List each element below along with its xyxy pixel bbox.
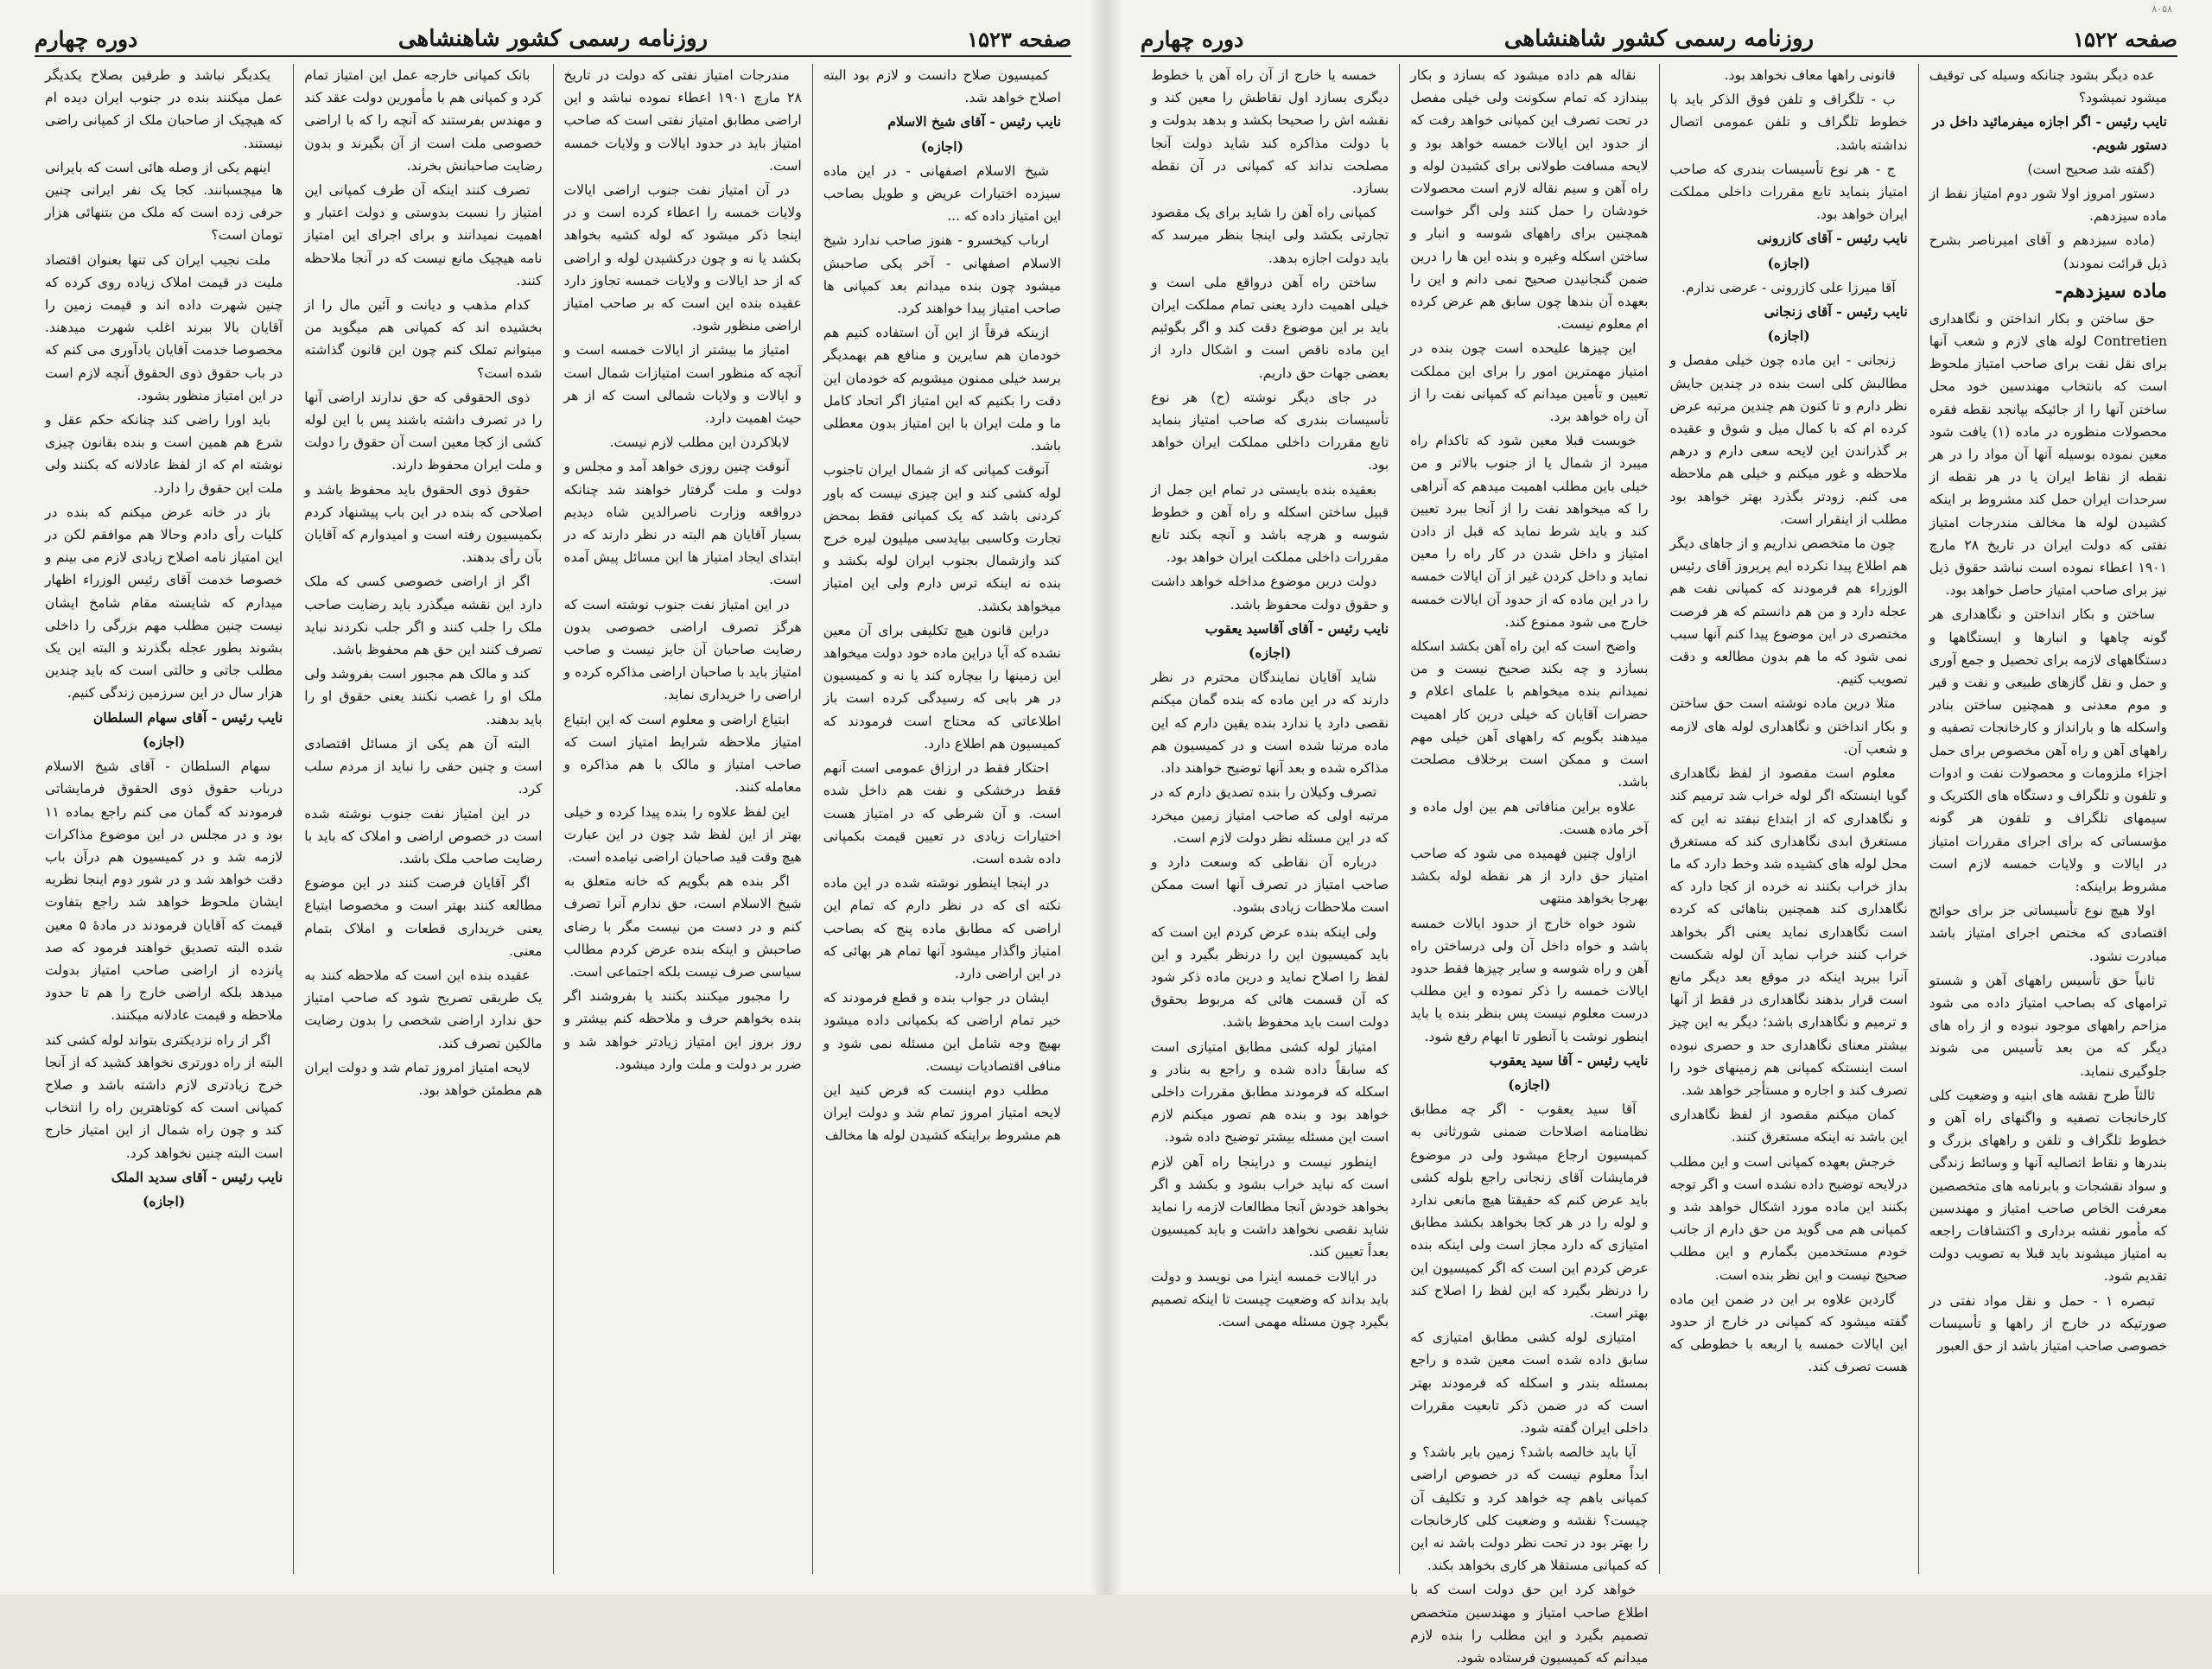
paragraph: (ماده سیزدهم و آقای امیرناصر بشرح ذیل قرائت نمودند) <box>1929 232 2167 271</box>
paragraph: حقوق ذوی الحقوق باید محفوظ باشد و اصلاحی که بنده در این باب پیشنهاد کردم بکمیسیون رفته است و امیدوارم که آقایان بآن رأی بدهند. <box>304 481 543 566</box>
paragraph: اگر بنده هم بگویم که خانه متعلق به شیخ الاسلام است، حق ندارم آنرا تصرف کنم و در دست من نیست مگر با رضای صاحبش و اینکه بنده عرض کردم مطالب سیاسی صرف نیست بلکه اجتماعی است. <box>563 873 802 980</box>
paragraph: این چیزها علیحده است چون بنده در امتیاز مهمترین امور را برای این مملکت تعیین و تأمین میدانم که کمپانی نفت را از آن راه خواهد برد. <box>1410 340 1649 425</box>
paragraph: اینهم یکی از وصله هائی است که بایرانی ها میچسبانند. کجا یک نفر ایرانی چنین حرفی زده است که ملک من بتنهائی هزار تومان است؟ <box>45 159 283 244</box>
paragraph: لابلاکردن این مطلب لازم نیست. <box>609 435 790 451</box>
page-number: صفحه ۱۵۲۳ <box>967 27 1071 52</box>
paragraph: کدام مذهب و دیانت و آئین مال را از بخشیده اند که کمپانی هم میگوید من میتوانم تملک کنم چون این قانون گذاشته شده است؟ <box>304 297 543 381</box>
paragraph: در آن امتیاز نفت جنوب اراضی ایالات ولایات خمسه را اعطاء کرده است و در اینجا ذکر میشود که لوله کشیه بخواهد بکشد یا نه و چون درکشیدن لوله و اراضی که از حد ایالات و ولایات خمسه تجاوز دارد عقیده بنده این است که بر صاحب امتیاز اراضی منظور شود. <box>563 182 802 334</box>
permission-note: (اجازه) <box>1767 327 1810 345</box>
paragraph: شاید آقایان نمایندگان محترم در نظر دارند که در این ماده که بنده گمان میکنم نقصی دارد یا ندارد بنده یقین دارم که این ماده مرتبا شده است و در کمیسیون هم مذاکره شده و بعد آنها توضیح خواهند داد. <box>1151 670 1389 777</box>
speaker-line: نایب رئیس - آقای سدید الملک <box>111 1168 283 1185</box>
paragraph: خواهد کرد این حق دولت است که با اطلاع صاحب امتیاز و مهندسین متخصص تصمیم بگیرد و این مطلب را بنده لازم میدانم که کمیسیون فرستاده شود. <box>1410 1582 1649 1666</box>
paragraph: احتکار فقط در ارزاق عمومی است آنهم فقط درخشکی و نفت هم داخل شده است. و آن شرطی که در امتیاز هست اختیارات زیادی در تعیین قیمت بکمپانی داده شده است. <box>823 760 1061 866</box>
gutter-shadow <box>1090 0 1106 1595</box>
text-column <box>1141 64 1399 1574</box>
paragraph: سهام السلطان - آقای شیخ الاسلام درباب حقوق ذوی الحقوق فرمایشاتی فرمودند که گمان می کنم راجع بماده ۱۱ بود و در مجلس در این موضوع مذاکرات لازمه شد و در کمیسیون هم درآن باب دقت خواهد شد و در شور دوم اینجا نظریه ایشان ملحوظ خواهد شد راجع بتفاوت قیمت که آقایان فرمودند در مادهٔ ۵ معین شده البته تصدیق خواهند فرمود که صد پانزده از اراضی صاحب امتیاز بدولت میدهد بلکه اراضی خارج را هم تا حدود ملاحظه و قیمت عادلانه میکنند. <box>45 758 283 1024</box>
paragraph: زنجانی - این ماده چون خیلی مفصل و مطالبش کلی است بنده در چندین جایش نظر دارم و تا کنون هم چندین مرتبه عرض کرده ام که با کمال میل و شوق و عقیده بر گذراندن این لایحه سعی دارم و درهم ملاحظه و غور میکنم و خیلی هم ملاحظه می کنم. زودتر بگذرد بهتر خواهد بود مطلب از اینقرار است. <box>1669 352 1908 527</box>
paragraph: گاردین علاوه بر این در ضمن این ماده گفته میشود که کمپانی در خارج از حدود این ایالات خمسه یا اربعه با خطوطی که هست تصرف کند. <box>1669 1291 1908 1375</box>
period-label: دوره چهارم <box>1141 27 1244 52</box>
paragraph: آنوقت کمپانی که از شمال ایران تاجنوب لوله کشی کند و این چیزی نیست که باور کردنی باشد که یک کمپانی فقط بمحض تجارت وکاسبی بیایدسی میلیون لیره خرج کند وازشمال بجنوب ایران لوله بکشد و بنده نه اینکه ترس دارم ولی این امتیاز میخواهد بکشد. <box>823 462 1061 614</box>
paragraph: اگر از اراضی خصوصی کسی که ملک دارد این نقشه میگذرد باید رضایت صاحب ملک را جلب کنند و اگر جلب نکردند نباید تصرف کنند این حق هم محفوظ باشد. <box>304 574 543 658</box>
paragraph: باید اورا راضی کند چنانکه حکم عقل و شرع هم همین است و بنده بقانون چیزی نوشته ام که از لفظ عادلانه که بکنند ولی ملت این حقوق را دارد. <box>45 412 283 496</box>
speaker-line: نایب رئیس - آقای کازرونی <box>1757 230 1908 247</box>
paragraph: (گفته شد صحیح است) <box>2027 161 2155 177</box>
paragraph: درباره آن نقاطی که وسعت دارد و صاحب امتیاز در تصرف آنها است ممکن است ملاحظات زیادی بشود. <box>1151 854 1389 916</box>
speaker-line: نایب رئیس - اگر اجازه میفرمائید داخل در دستور شویم. <box>1932 113 2167 153</box>
paragraph: شود خواه خارج از حدود ایالات خمسه باشد و خواه داخل آن ولی درساختن راه آهن و راه شوسه و سایر چیزها فقط حدود ایالات خمسه را ذکر نموده و این مطلب درست معلوم نیست پس بنظر بنده یا باید اینطور نوشت یا آنطور تا ابهام رفع شود. <box>1410 915 1649 1044</box>
paragraph: این لفظ علاوه را بنده پیدا کرده و خیلی بهتر از این لفظ شد چون در این عبارت هیچ وقت قید صاحبان اراضی نیامده است. <box>563 803 802 865</box>
text-column <box>293 64 552 1574</box>
speaker-line: نایب رئیس - آقای آقاسید یعقوب <box>1205 619 1389 637</box>
paragraph: ثالثاً طرح نقشه های ابنیه و وضعیت کلی کارخانجات تصفیه و واگنهای راه آهن و خطوط تلگراف و تلفن و راههای بزرگ و بندرها و نقاط اتصالیه آنها و وسائط زندگی و سواد نقشجات و بابرنامه های متخصصین معرفت الخاص صاحب امتیاز و مهندسین که مأمور نقشه برداری و اکتشافات راجعه به امتیاز میشوند باید قبلا به تصویب دولت تقدیم شود. <box>1929 1087 2167 1285</box>
paragraph: عقیده بنده این است که ملاحظه کنند به یک طریقی تصریح شود که صاحب امتیاز حق ندارد اراضی شخصی را بدون رضایت مالکین تصرف کند. <box>304 967 543 1051</box>
permission-note: (اجازه) <box>143 1192 186 1209</box>
paragraph: ج - هر نوع تأسیسات بندری که صاحب امتیاز بنماید تابع مقررات داخلی مملکت ایران خواهد بود. <box>1669 161 1908 223</box>
gutter-shadow <box>1106 0 1122 1595</box>
paragraph: قانونی راهها معاف نخواهد بود. <box>1724 67 1896 83</box>
paragraph: ملت نجیب ایران کی تنها بعنوان اقتصاد ملیت در قیمت املاک زیاده روی کرده که چنین شهرت داده اند و قیمت زمین را آقایان بالا ببرند اغلب شهرت میدهند. مخصوصا خدمت آقایان یادآوری می کنم که در باب حقوق ذوی الحقوق آنچه لازم است در این امتیاز منظور بشود. <box>45 251 283 403</box>
paragraph: در ایالات خمسه اینرا می نویسد و دولت باید بداند که وضعیت چیست تا اینکه تصمیم بگیرد چون مسئله مهمی است. <box>1151 1268 1389 1329</box>
paragraph: البته آن هم یکی از مسائل اقتصادی است و چنین حقی را نباید از مردم سلب کرد. <box>304 735 543 797</box>
paragraph: باز در خانه عرض میکنم که بنده در کلیات رأی دادم وحالا هم موافقم لکن در این امتیاز نامه اصلاح زیادی لازم می بینم و خصوصا خدمت آقای رئیس الوزراء اظهار میدارم که شایسته مقام شامخ ایشان نیست چنین مطلب مهم بزرگی را داخلی بشوند بطور عجله بگذرند و البته این یک مطلب جاتی و حالتی است که باید چندین هزار سال در این سرزمین زندگی کنیم. <box>45 504 283 701</box>
paragraph: یکدیگر نباشد و طرفین بصلاح یکدیگر عمل میکنند بنده در جنوب ایران دیده ام که هیچیک از صاحبان ملک از کمپانی راضی نیستند. <box>45 67 283 151</box>
paragraph: ب - تلگراف و تلفن فوق الذکر باید با خطوط تلگراف و تلفن عمومی اتصال نداشته باشد. <box>1669 92 1908 153</box>
permission-note: (اجازه) <box>143 733 186 750</box>
paragraph: متلا درین ماده نوشته است حق ساختن و بکار انداختن و نگاهداری لوله های لازمه و شعب آن. <box>1669 695 1908 757</box>
paragraph: آقا سید یعقوب - اگر چه مطابق نظامنامه اصلاحات ضمنی شورثانی به کمیسیون ارجاع میشود ولی در موضوع فرمایشات آقای زنجانی راجع بلوله کشی باید عرض کنم که حقیقتا هیچ مانعی ندارد و لوله را در هر کجا بخواهد بکشد مطابق امتیازی که دارد مجاز است ولی اینکه بنده عرض کردم این است که اگر کمیسیون این را درنظر بگیرد که این لفظ را اصلاح کند بهتر است. <box>1410 1101 1649 1321</box>
paragraph: خوبست قبلا معین شود که تاکدام راه میبرد از شمال یا از جنوب بالاتر و من خیلی باین مطلب اهمیت میدهم که آنراهی را که میخواهد نفت را از آنجا ببرد تعیین کند و باید شرط نماید که قبل از دادن امتیاز و داخل شدن در کار راه را معین نماید و داخل کردن غیر از آن ایالات خمسه را در این ماده که از حدود آن ایالات خمسه خارج می شود ممنوع کند. <box>1410 433 1649 630</box>
paragraph: ارباب کیخسرو - هنوز صاحب ندارد شیخ الاسلام اصفهانی - آخر یکی صاحبش میشود چون بنده میدانم بعد کمپانی ها صاحب امتیاز پیدا خواهند کرد. <box>823 232 1061 317</box>
text-column <box>1659 64 1918 1574</box>
text-column <box>553 64 812 1574</box>
paragraph: ابتیاع اراضی و معلوم است که این ابتیاع امتیاز ملاحظه شرایط امتیاز است که صاحب امتیاز و مالک با هم مذاکره و معامله کنند. <box>563 711 802 796</box>
speaker-line: نایب رئیس - آقای شیخ الاسلام <box>887 113 1061 130</box>
paragraph: آیا باید خالصه باشد؟ زمین بایر باشد؟ و ابداً معلوم نیست که در خصوص اراضی کمپانی باهم چه خواهد کرد و تکلیف آن چیست؟ نقشه و وضعیت کلی کارخانجات را بهتر بود در تحت نظر دولت باشد نه این که کمپانی مستقلا هر کاری بخواهد بکند. <box>1410 1444 1649 1574</box>
paragraph: آنوقت چنین روزی خواهد آمد و مجلس و دولت و ملت گرفتار خواهند شد چنانکه درواقعه وزارت ناصرالدین شاه دیدیم بسیار آقایان هم البته در نظر دارند که در ابتدای ایجاد امتیاز ها این مسائل پیش آمده است. <box>563 459 802 588</box>
paragraph: اگر آقایان فرصت کنند در این موضوع مطالعه کنند بهتر است و مخصوصا ابتیاع یعنی خریداری قطعات و املاک بتمام معنی. <box>304 875 543 959</box>
paragraph: کمان میکنم مقصود از لفظ نگاهداری این باشد نه اینکه مستغرق کنند. <box>1669 1107 1908 1145</box>
paragraph: ساختن راه آهن درواقع ملی است و خیلی اهمیت دارد یعنی تمام مملکت ایران باید بر این موضوع دقت کند و اگر بگوئیم این ماده ناقص است و اشکال دارد از بعضی جهات حق داریم. <box>1151 274 1389 381</box>
paragraph: مندرجات امتیاز نفتی که دولت در تاریخ ۲۸ مارچ ۱۹۰۱ اعطاء نموده نباشد و این اراضی مطابق امتیاز نفتی است که صاحب امتیاز باید در حدود ایالات و ولایات خمسه است. <box>563 67 802 174</box>
paragraph: آقا میرزا علی کازرونی - عرضی ندارم. <box>1681 279 1896 295</box>
paragraph: در این امتیاز نفت جنوب نوشته شده است در خصوص اراضی و املاک که باید با رضایت صاحب ملک باشد. <box>304 805 543 866</box>
paragraph: را مجبور میکنند بکنند یا بفروشند اگر بنده بخواهم حرف و ملاحظه کنم بیشتر و روز بروز این امتیاز زیادتر خواهد شد و ضرر بر دولت و ملت وارد میشود. <box>563 988 802 1072</box>
paragraph: شیخ الاسلام اصفهانی - در این ماده سیزده اختیارات عریض و طویل بصاحب این امتیاز داده که ... <box>823 162 1061 225</box>
speaker-line: نایب رئیس - آقای سهام السلطان <box>92 708 283 726</box>
permission-note: (اجازه) <box>1249 644 1292 662</box>
text-column <box>1918 64 2177 1574</box>
text-column <box>1399 64 1658 1666</box>
text-column <box>812 64 1071 1574</box>
right-page <box>1106 0 2212 1666</box>
paragraph: خرجش بعهده کمپانی است و این مطلب درلایحه توضیح داده نشده است و اگر توجه بکنند این ماده مورد اشکال خواهد شد و کمپانی هم می گوید من حق دارم از جانب خودم مستخدمین بگمارم و این مطلب صحیح نیست و این نظر بنده است. <box>1669 1153 1908 1283</box>
paragraph: نقاله هم داده میشود که بسازد و بکار بیندازد که تمام سکونت ولی خیلی مفصل در تحت تصرف این کمپانی خواهد رفت که از حدود این ایالات خمسه خواهد بود و لایحه مسافت طولانی برای کشیدن لوله و راه آهن و سیم نقاله لازم است محصولات خودشان را حمل کنند ولی اگر خواست همچنین برای راههای شوسه و انبار و ساختن اسکله وغیره و بنده این ها را درین ضمن گنجانیدن صحیح نمی دانم و این را بعهده آن بندها چون سابق هم عرض کرده ام معلوم نیست. <box>1410 67 1649 333</box>
paragraph: علاوه براین منافاتی هم بین اول ماده و آخر ماده هست. <box>1410 798 1649 837</box>
paragraph: لایحه امتیاز امروز تمام شد و دولت ایران هم مطمئن خواهد بود. <box>304 1059 543 1098</box>
corner-mark: ۸۰۵۸ <box>2152 3 2172 15</box>
paragraph: ذوی الحقوقی که حق ندارند اراضی آنها را در تصرف داشته باشند پس با این لوله کشی از کجا معین است آن حقوق را دولت و ملت ایران محفوظ دارند. <box>304 389 543 473</box>
paragraph: ازاول چنین فهمیده می شود که صاحب امتیاز حق دارد از هر نقطه لوله بکشد بهرجا بخواهد منتهی <box>1410 845 1649 907</box>
paragraph: کمیسیون صلاح دانست و لازم بود البته اصلاح خواهد شد. <box>823 67 1061 106</box>
left-page-columns <box>35 64 1071 1574</box>
paragraph: تصرف کنند اینکه آن طرف کمپانی این امتیاز را نسبت بدوستی و دولت اعتبار و اهمیت نمیدانند و برای اجرای این امتیاز نامه هیچیک مانع نیست که در آنجا ملاحظه کنند. <box>304 182 543 289</box>
paragraph: اینطور نیست و دراینجا راه آهن لازم است که نباید خراب بشود و بکشد و اگر بخواهد خودش آنجا مطالعات لازمه را نماید شاید نقصی نخواهد داشت و باید کمیسیون بعداً تعیین کند. <box>1151 1153 1389 1260</box>
paragraph: ثانیاً حق تأسیس راههای آهن و شستو ترامهای که بصاحب امتیاز داده می شود مزاحم راههای موجود نبوده و از راه های دیگر که من بعد تأسیس می شوند جلوگیری ننماید. <box>1929 972 2167 1079</box>
permission-note: (اجازه) <box>920 137 963 155</box>
right-page-columns <box>1141 64 2177 1666</box>
right-page-header <box>1141 19 2177 57</box>
speaker-line: نایب رئیس - آقای زنجانی <box>1764 303 1908 320</box>
paragraph: در جای دیگر نوشته (ح) هر نوع تأسیسات بندری که صاحب امتیاز بنماید تابع مقررات داخلی مملکت ایران خواهد بود. <box>1151 389 1389 473</box>
newspaper-title: روزنامه رسمی کشور شاهنشاهی <box>397 26 709 52</box>
paragraph: در این امتیاز نفت جنوب نوشته است که هرگز تصرف اراضی خصوصی بدون رضایت صاحبان آن جایز نیست و صاحب امتیاز باید با صاحبان اراضی مذاکره کرده و اراضی را خریداری نماید. <box>563 596 802 703</box>
paragraph: امتیاز ما بیشتر از ایالات خمسه است و آنچه که منظور است امتیازات شمال است و ایالات و ولایات شمالی است که از هر حیث اهمیت دارد. <box>563 342 802 427</box>
paragraph: تصرف وکیلان را بنده تصدیق دارم که در مرتبه اولی که صاحب امتیاز زمین میخرد که در این مسئله نظر دولت لازم است. <box>1151 784 1389 846</box>
paragraph: ولی اینکه بنده عرض کردم این است که باید کمیسیون این را درنظر بگیرد و این لفظ را اصلاح نماید و درین ماده ذکر شود که آن قسمت هائی که مربوط بحقوق دولت است باید محفوظ باشد. <box>1151 923 1389 1031</box>
permission-note: (اجازه) <box>1508 1076 1551 1093</box>
paragraph: اولا هیچ نوع تأسیساتی جز برای حوائج اقتصادی که مختص اجرای امتیاز باشد مبادرت نشود. <box>1929 903 2167 964</box>
paragraph: چون ما متخصص نداریم و از جاهای دیگر هم اطلاع پیدا نکرده ایم پریروز آقای رئیس الوزراء هم فرمودند که کمپانی نفت هم عجله دارد و من هم دانستم که هر فرصت مختصری در این موضوع پیدا کنم آنها سبب نمی شود که ما هم بدون مطالعه و دقت تصویب کنیم. <box>1669 536 1908 688</box>
paragraph: تبصره ۱ - حمل و نقل مواد نفتی در صورتیکه در خارج از راهها و تأسیسات خصوصی صاحب امتیاز باشد از حق العبور <box>1929 1292 2167 1354</box>
paragraph: ازینکه فرقاً از این آن استفاده کنیم هم خودمان هم سایرین و منافع هم بهمدیگر برسد خیلی ممنون میشویم که خودمان این دقت را بکنیم که این امتیاز اگر اتحاد کامل ما و ملت ایران با این امتیاز بدون معطلی باشد. <box>823 325 1061 454</box>
paragraph: امتیازی لوله کشی مطابق امتیازی که سابق داده شده است معین شده و راجع بمسئله بندر و اسکله که فرمودند بهتر است که در ضمن ذکر تابعیت مقررات داخلی ایران گفته شود. <box>1410 1329 1649 1436</box>
paragraph: معلوم است مقصود از لفظ نگاهداری گویا اینستکه اگر لوله خراب شد ترمیم کند و نگاهداری که از ابتداع نبفتد نه این که مستغرق ابدی نگاهداری کند که مستغرق محل لوله های کشیده شد وخط دارد که ما بداز خراب بکنند نه خرده از کجا دارد که نگاهداری کند همچنین بناهائی که کرده است نگاهداری نماید یعنی اگر بخواهد خراب کنند خراب نماید آن لوله شکست آنرا ببرید اینکه در موقع بعد دیگر مانع است قرار بدهند نگاهداری در فقط از آنها و ترمیم و نگاهداری باشد؛ دیگر به این چیز بیشتر معنای نگاهداری حد و حصری نبوده است اینستکه کمپانی هم زمینهای خود را تصرف کند و اجاره و مستأجر خواهد شد. <box>1669 765 1908 1098</box>
paragraph: دستور امروز اولا شور دوم امتیاز نفط از ماده سیزدهم. <box>1929 186 2167 225</box>
newspaper-title: روزنامه رسمی کشور شاهنشاهی <box>1503 26 1815 52</box>
paragraph: عده دیگر بشود چنانکه وسیله کی توقیف میشود نمیشود؟ <box>1929 67 2167 106</box>
paragraph: دولت درین موضوع مداخله خواهد داشت و حقوق دولت محفوظ باشد. <box>1151 574 1389 612</box>
text-column <box>35 64 293 1574</box>
paragraph: دراین قانون هیچ تکلیفی برای آن معین نشده که آیا دراین ماده خود دولت میخواهد این زمینها را بیچاره کند یا نه و کمیسیون در هر بابی که رسیدگی کرده است باز اطلاعاتی که محتاج است فرمودند که کمیسیون هم اطلاع دارد. <box>823 622 1061 752</box>
article-heading: ماده سیزدهم- <box>2055 279 2167 302</box>
paragraph: بانک کمپانی خارجه عمل این امتیاز تمام کرد و کمپانی هم با مأمورین دولت عقد کند و مهندس بفرستند که آنچه را که با اراضی خصوصی ملت است از آن بگیرند و بدون رضایت صاحبانش بخرند. <box>304 67 543 174</box>
paragraph: امتیاز لوله کشی مطابق امتیازی است که سابقاً داده شده و راجع به بنادر و اسکله که فرمودند مطابق مقررات داخلی خواهد بود و بنده هم تصور میکنم لازم است این مسئله بیشتر توضیح داده شود. <box>1151 1038 1389 1145</box>
paragraph: ساختن و بکار انداختن و نگاهداری هر گونه چاهها و انبارها و ایستگاهها و دستگاههای لازمه برای تحصیل و جمع آوری و حمل و نقل گازهای طبیعی و نفت و قیر و موم معدنی و همچنین ساختن بنادر واسکله ها و بارانداز و کارخانجات تصفیه و راههای آهن و راه آهن مخصوص برای حمل اجزاء ملزومات و محصولات نفت و ادوات و تلفون و تلگراف و دستگاه های الکتریک و سیمهای تلگراف و تلفون هر گونه مؤسساتی که برای اجرای مقررات امتیاز در ایالات و ولایات خمسه لازم است مشروط براینکه: <box>1929 606 2167 894</box>
paragraph: خمسه یا خارج از آن راه آهن یا خطوط دیگری بسازد اول نقاطش را معین کند و نقشه اش را صحیحا بکشد و بدهد بدولت و با دولت مذاکره کند شاید دولت آنجا مصلحت نداند که کمپانی در آن نقطه بسازد. <box>1151 67 1389 197</box>
left-page-header <box>35 19 1071 57</box>
speaker-line: نایب رئیس - آقا سید یعقوب <box>1489 1051 1649 1069</box>
page-number: صفحه ۱۵۲۲ <box>2073 27 2177 52</box>
paragraph: کمپانی راه آهن را شاید برای یک مقصود تجارتی بکشد ولی اینجا بنظر میرسد که باید دولت اجازه بدهد. <box>1151 205 1389 266</box>
paragraph: مطلب دوم اینست که فرض کنید این لایحه امتیاز امروز تمام شد و دولت ایران هم مشروط براینکه کشیدن لوله ها مخالف <box>823 1082 1061 1144</box>
permission-note: (اجازه) <box>1767 254 1810 271</box>
paragraph: بعقیده بنده بایستی در تمام این جمل از قبیل ساختن اسکله و راه آهن و خطوط شوسه و هرچه باشد و آنچه بکند تابع مقررات داخلی مملکت ایران خواهد بود. <box>1151 481 1389 566</box>
paragraph: کند و مالک هم مجبور است بفروشد ولی ملک او را غصب نکنند یعنی حقوق او را باید بدهند. <box>304 666 543 727</box>
paragraph: ایشان در جواب بنده و قطع فرمودند که خیر تمام اراضی که بکمپانی داده میشود بهیچ وجه شامل این مسئله نمی شود و منافی اقتصادیات نیست. <box>823 990 1061 1074</box>
paragraph: در اینجا اینطور نوشته شده در این ماده نکته ای که در نظر دارم که تمام این اراضی که مطابق ماده پنج که بصاحب امتیاز واگذار میشود آنها تمام هر بهائی که در این اراضی دارد. <box>823 875 1061 981</box>
period-label: دوره چهارم <box>35 27 138 52</box>
paragraph: واضح است که این راه آهن بکشد اسکله بسازد و چه بکند صحیح نیست و من نمیدانم بنده میخواهم با علمای اعلام و حضرات آقایان که خیلی درین کار اهمیت میدهند بگویم که راههای آهن خیلی مهم است و ممکن است برخلاف مصلحت باشد. <box>1410 638 1649 790</box>
paragraph: حق ساختن و بکار انداختن و نگاهداری Contretien لوله های لازم و شعب آنها برای نقل نفت برای صاحب امتیاز ملحوظ است که بانتخاب مهندسین خود محل ساختن آنها را از جائیکه بپانجد نقطه فقره محصولات منظوره در ماده (۱) یافت شود معین نموده بوسیله آنها آن مواد را در هر نقطه از نقاط ایران یا در هر نقطه از سرحدات ایران حمل کند مشروط بر اینکه کشیدن لوله ها مخالف مندرجات امتیاز نفتی که دولت ایران در تاریخ ۲۸ مارچ ۱۹۰۱ اعطاء نموده است نباشد حقوق ذیل نیز برای صاحب امتیاز حاصل خواهد بود. <box>1929 310 2168 599</box>
left-page <box>0 0 1107 1595</box>
paragraph: اگر از راه نزدیکتری بتواند لوله کشی کند البته از راه دورتری نخواهد کشید که از آنجا خرج زیادتری لازم داشته باشد و صلاح کمپانی است که کوتاهترین راه را انتخاب کند و چون راه شمال از این امتیاز خارج است البته چنین نخواهد کرد. <box>45 1031 283 1161</box>
